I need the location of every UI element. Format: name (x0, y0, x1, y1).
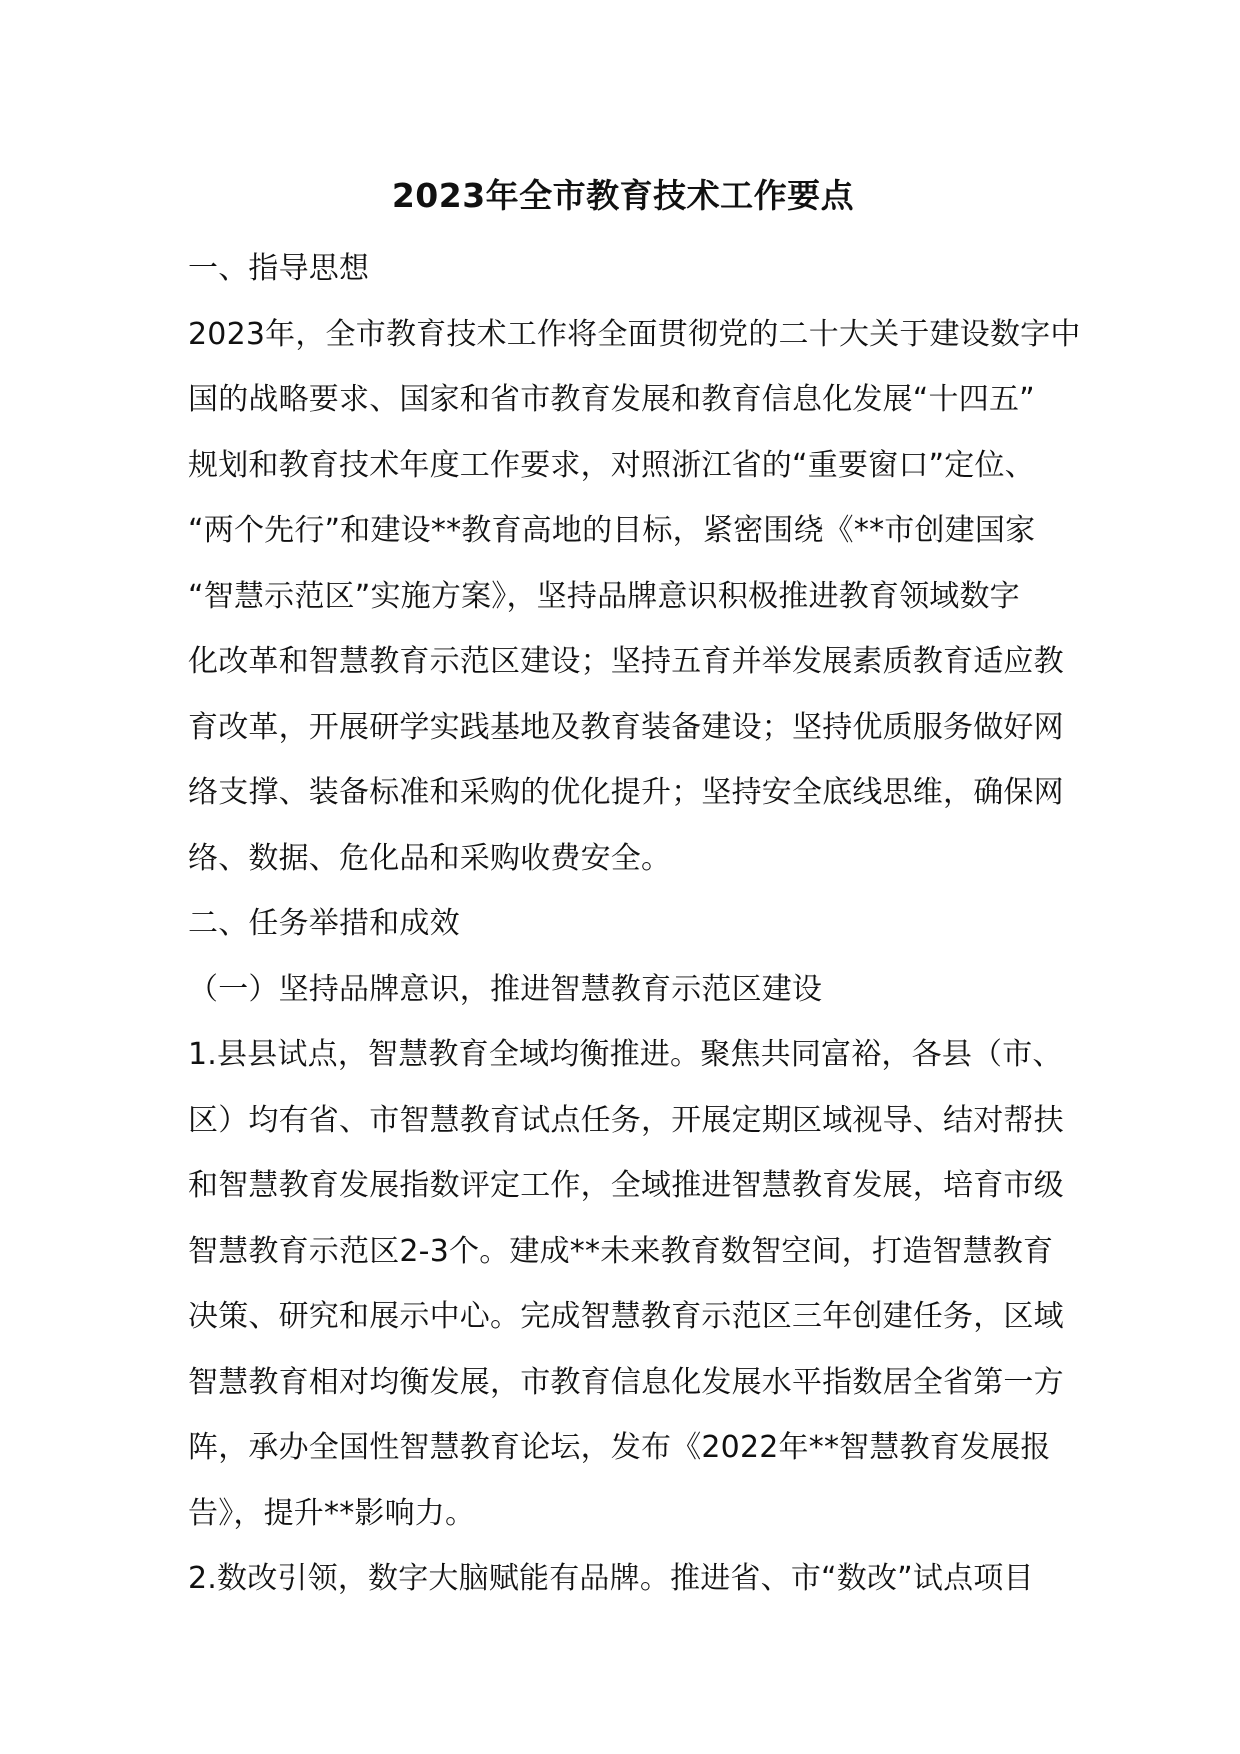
paragraph-line: 络、数据、危化品和采购收费安全。 (188, 840, 672, 876)
paragraph-line: 规划和教育技术年度工作要求，对照浙江省的“重要窗口”定位、 (188, 447, 1035, 483)
paragraph-line: 育改革，开展研学实践基地及教育装备建设；坚持优质服务做好网 (188, 709, 1064, 745)
paragraph-line: 智慧教育相对均衡发展，市教育信息化发展水平指数居全省第一方 (188, 1364, 1064, 1400)
section-heading-tasks-and-results: 二、任务举措和成效 (188, 906, 460, 941)
paragraph-line: 阵，承办全国性智慧教育论坛，发布《2022年**智慧教育发展报 (188, 1430, 1051, 1465)
paragraph-line: 化改革和智慧教育示范区建设；坚持五育并举发展素质教育适应教 (188, 644, 1064, 679)
paragraph-line: 国的战略要求、国家和省市教育发展和教育信息化发展“十四五” (188, 382, 1035, 417)
paragraph-line: 2023年，全市教育技术工作将全面贯彻党的二十大关于建设数字中 (188, 316, 1081, 352)
paragraph-line: 络支撑、装备标准和采购的优化提升；坚持安全底线思维，确保网 (188, 775, 1064, 810)
paragraph-line: 告》，提升**影响力。 (188, 1495, 476, 1531)
paragraph-line: “智慧示范区”实施方案》，坚持品牌意识积极推进教育领域数字 (188, 578, 1020, 614)
subsection-heading: （一）坚持品牌意识，推进智慧教育示范区建设 (188, 971, 823, 1007)
paragraph-line: 区）均有省、市智慧教育试点任务，开展定期区域视导、结对帮扶 (188, 1102, 1064, 1138)
paragraph-line: 1.县县试点，智慧教育全域均衡推进。聚焦共同富裕，各县（市、 (188, 1037, 1063, 1072)
document-body (188, 170, 1081, 1612)
paragraph-line: 2.数改引领，数字大脑赋能有品牌。推进省、市“数改”试点项目 (188, 1561, 1034, 1596)
paragraph-line: 决策、研究和展示中心。完成智慧教育示范区三年创建任务，区域 (188, 1299, 1064, 1334)
section-heading-guiding-ideology: 一、指导思想 (188, 251, 370, 286)
paragraph-line: 和智慧教育发展指数评定工作，全域推进智慧教育发展，培育市级 (188, 1168, 1064, 1203)
document-title: 2023年全市教育技术工作要点 (391, 176, 855, 215)
paragraph-line: 智慧教育示范区2-3个。建成**未来教育数智空间，打造智慧教育 (188, 1233, 1054, 1269)
paragraph-line: “两个先行”和建设**教育高地的目标，紧密围绕《**市创建国家 (188, 513, 1036, 548)
